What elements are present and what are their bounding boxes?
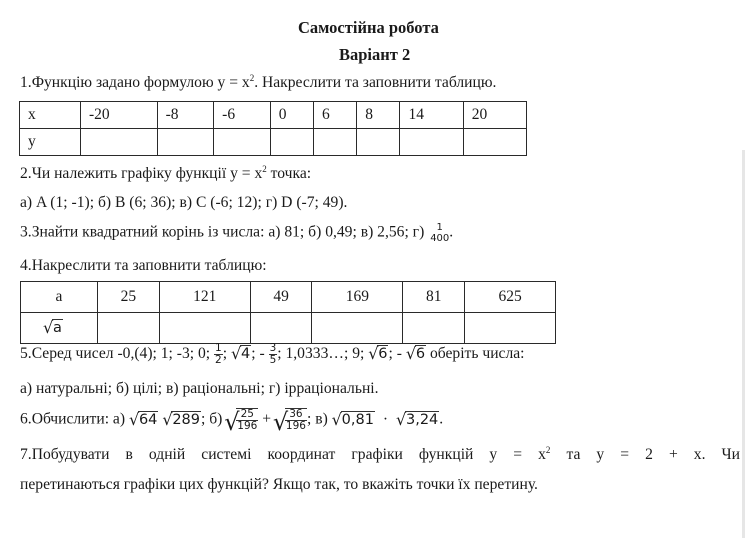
fraction-denominator: 196 xyxy=(237,420,258,432)
task-5-part: ; - xyxy=(251,345,265,363)
task-7-after: та у = 2 + х. Чи xyxy=(550,446,740,463)
table-cell-sqrt xyxy=(312,313,403,344)
fraction-numerator: 25 xyxy=(240,408,254,420)
table-row-x xyxy=(20,102,527,129)
table-cell-a: 81 xyxy=(403,282,465,313)
sqrt-table xyxy=(20,281,556,344)
radicand: 289 xyxy=(172,411,200,428)
fraction xyxy=(214,343,223,366)
fraction-denominator: 5 xyxy=(269,354,277,366)
radicand: 3,24 xyxy=(405,411,439,428)
table-cell-y xyxy=(157,129,214,156)
task-5-part: оберіть числа: xyxy=(426,345,525,363)
table-cell-x: -20 xyxy=(81,102,158,129)
radical-sign: √ xyxy=(405,344,417,364)
radical-sign: √ xyxy=(43,318,54,337)
task-7-sup: 2 xyxy=(545,445,551,455)
table-header-y: у xyxy=(20,129,81,156)
radicand xyxy=(285,408,307,432)
multiply-dot: · xyxy=(382,410,389,428)
table-cell-y xyxy=(270,129,313,156)
table-header-x: х xyxy=(20,102,81,129)
table-cell-a: 121 xyxy=(159,282,250,313)
fraction xyxy=(269,343,278,366)
task-6-end: . xyxy=(439,410,444,428)
task-5-text xyxy=(20,343,525,366)
task-4-text: 4.Накреслити та заповнити таблицю: xyxy=(20,257,267,274)
sqrt-expression xyxy=(331,409,375,429)
task-5-part: ; - xyxy=(388,345,402,363)
table-cell-y xyxy=(313,129,356,156)
radicand: 4 xyxy=(240,346,251,363)
table-cell-y xyxy=(81,129,158,156)
task-7-line-2: перетинаються графіки цих функцій? Якщо так, то вкажіть точки їх перетину. xyxy=(20,476,538,493)
radical-sign: √ xyxy=(272,408,289,436)
fraction-numerator: 1 xyxy=(215,342,222,354)
task-2-sup: 2 xyxy=(262,164,267,174)
table-cell-a: 169 xyxy=(312,282,403,313)
table-header-a: а xyxy=(21,282,98,313)
table-cell-x: 8 xyxy=(357,102,400,129)
table-cell-y xyxy=(400,129,463,156)
table-header-sqrt xyxy=(21,313,98,344)
radicand: 6 xyxy=(378,346,388,363)
sqrt-fraction xyxy=(224,408,258,436)
task-1-sup: 2 xyxy=(249,73,255,83)
task-2-points: а) A (1; -1); б) B (6; 36); в) C (-6; 12); г) D (-7; 49). xyxy=(20,194,348,211)
table-cell-x: -6 xyxy=(214,102,271,129)
radical-sign: √ xyxy=(331,409,342,429)
table-cell-x: 20 xyxy=(463,102,526,129)
task-5-part: ; 1,0333…; 9; xyxy=(277,345,365,363)
table-cell-x: 14 xyxy=(400,102,463,129)
task-5-options: а) натуральні; б) цілі; в) раціональні; г) ірраціональні. xyxy=(20,380,379,397)
table-row-sqrt xyxy=(21,313,556,344)
function-table xyxy=(19,101,527,156)
table-cell-a: 625 xyxy=(465,282,556,313)
task-6-part: ; б) xyxy=(201,410,223,428)
plus-sign: + xyxy=(262,410,272,428)
task-1-before: 1.Функцію задано формулою у = х xyxy=(20,74,250,91)
sqrt-expression xyxy=(395,409,439,429)
fraction-denominator: 2 xyxy=(215,354,222,366)
table-cell-a: 49 xyxy=(250,282,312,313)
task-2-after: точка: xyxy=(266,165,312,182)
task-3-body: 3.Знайти квадратний корінь із числа: а) 81; б) 0,49; в) 2,56; г) xyxy=(20,223,425,241)
sqrt-expression xyxy=(368,346,388,362)
sqrt-expression xyxy=(231,346,251,362)
table-cell-x: 6 xyxy=(313,102,356,129)
radical-sign: √ xyxy=(128,409,140,429)
radicand: 64 xyxy=(138,411,158,428)
table-cell-sqrt xyxy=(465,313,556,344)
task-1-text xyxy=(20,73,496,92)
table-cell-sqrt xyxy=(250,313,312,344)
radical-sign: √ xyxy=(230,344,242,364)
radical-sign: √ xyxy=(368,344,379,364)
sqrt-expression xyxy=(162,409,201,429)
radicand: а xyxy=(53,320,62,336)
radicand: 0,81 xyxy=(341,411,374,428)
sqrt-expression xyxy=(406,346,426,362)
task-7-before: 7.Побудувати в одній системі координат графіки функцій у = х xyxy=(20,446,546,463)
table-row-a xyxy=(21,282,556,313)
task-5-part: ; xyxy=(222,345,228,363)
fraction-denominator: 400 xyxy=(430,233,450,244)
task-6-part: 6.Обчислити: а) xyxy=(20,410,126,428)
table-row-y xyxy=(20,129,527,156)
table-cell-a: 25 xyxy=(98,282,160,313)
table-cell-sqrt xyxy=(98,313,160,344)
task-2-before: 2.Чи належить графіку функції у = х xyxy=(20,165,263,182)
radical-sign: √ xyxy=(224,408,240,436)
table-cell-x: -8 xyxy=(157,102,214,129)
task-6-text xyxy=(20,408,444,436)
fraction-denominator: 196 xyxy=(285,420,306,432)
task-3-text xyxy=(20,222,453,244)
sqrt-fraction xyxy=(272,408,307,436)
fraction xyxy=(430,222,449,244)
fraction-numerator: 1 xyxy=(436,222,443,233)
fraction-numerator: 3 xyxy=(269,342,277,354)
radical-sign: √ xyxy=(395,409,407,429)
table-cell-y xyxy=(214,129,271,156)
radical-sign: √ xyxy=(162,409,173,429)
page-title: Самостійна робота xyxy=(298,18,439,37)
fraction-numerator: 36 xyxy=(289,408,303,420)
table-cell-y xyxy=(357,129,400,156)
table-cell-sqrt xyxy=(403,313,465,344)
scrollbar[interactable] xyxy=(742,150,745,538)
fraction xyxy=(285,409,307,432)
table-cell-y xyxy=(463,129,526,156)
task-7-line-1 xyxy=(20,445,740,467)
table-cell-sqrt xyxy=(159,313,250,344)
variant-heading: Варіант 2 xyxy=(339,45,411,64)
sqrt-expression xyxy=(128,409,158,429)
sqrt-symbol xyxy=(43,320,63,336)
task-3-end: . xyxy=(449,223,454,241)
task-1-after: . Накреслити та заповнити таблицю. xyxy=(254,74,497,91)
task-2-text xyxy=(20,164,311,183)
task-6-part: ; в) xyxy=(306,410,328,428)
table-cell-x: 0 xyxy=(270,102,313,129)
radicand: 6 xyxy=(415,346,426,363)
task-5-part: 5.Серед чисел -0,(4); 1; -3; 0; xyxy=(20,345,211,363)
